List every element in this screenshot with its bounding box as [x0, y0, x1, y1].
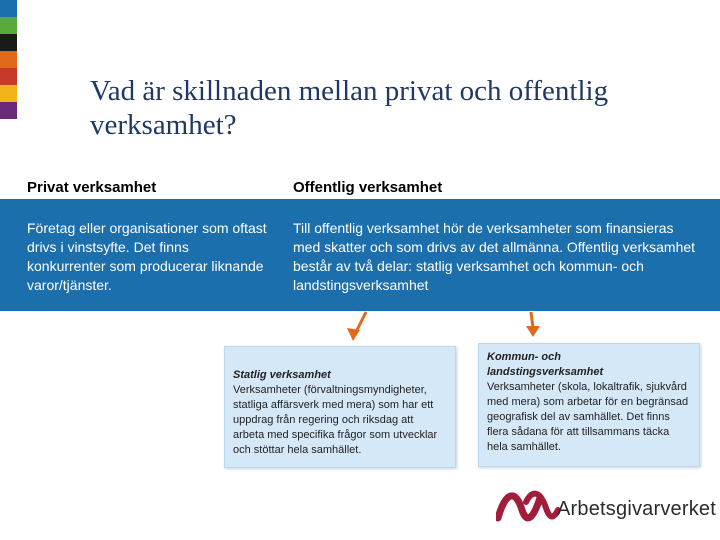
- stripe: [0, 17, 17, 34]
- stripe: [0, 68, 17, 85]
- arrow-to-state: [347, 312, 366, 341]
- state-body: Verksamheter (förvaltningsmyndigheter, statliga affärsverk med mera) som har ett uppdrag från regering och riksdag att arbeta med specifika frågor som utvecklar och stöttar hela samhället.: [233, 384, 438, 456]
- arrow-to-municipal: [526, 312, 540, 337]
- stripe: [0, 85, 17, 102]
- municipal-title: Kommun- och landstingsverksamhet: [487, 351, 604, 378]
- public-heading: Offentlig verksamhet: [293, 179, 443, 196]
- private-heading: Privat verksamhet: [27, 179, 157, 196]
- stripe: [0, 34, 17, 51]
- public-description: Till offentlig verksamhet hör de verksamheter som finansieras med skatter och som drivs av det allmänna. Offentlig verksamhet består av två delar: statlig verksamhet och kommun- och landstingsverksamhet: [293, 220, 696, 293]
- municipal-box: [478, 343, 700, 467]
- logo-text: Arbetsgivarverket: [557, 498, 717, 520]
- slide-title: Vad är skillnaden mellan privat och offentlig verksamhet?: [90, 75, 609, 141]
- color-stripes: [0, 0, 17, 120]
- private-description: Företag eller organisationer som oftast drivs i vinstsyfte. Det finns konkurrenter som producerar liknande varor/tjänster.: [27, 220, 267, 293]
- state-box: [224, 346, 456, 468]
- state-title: Statlig verksamhet: [233, 369, 331, 381]
- stripe: [0, 51, 17, 68]
- municipal-body: Verksamheter (skola, lokaltrafik, sjukvård med mera) som arbetar för en begränsad geografisk del av samhället. Det finns flera sådana för att tillsammans täcka hela samhället.: [487, 381, 689, 453]
- stripe: [0, 0, 17, 17]
- stripe: [0, 102, 17, 119]
